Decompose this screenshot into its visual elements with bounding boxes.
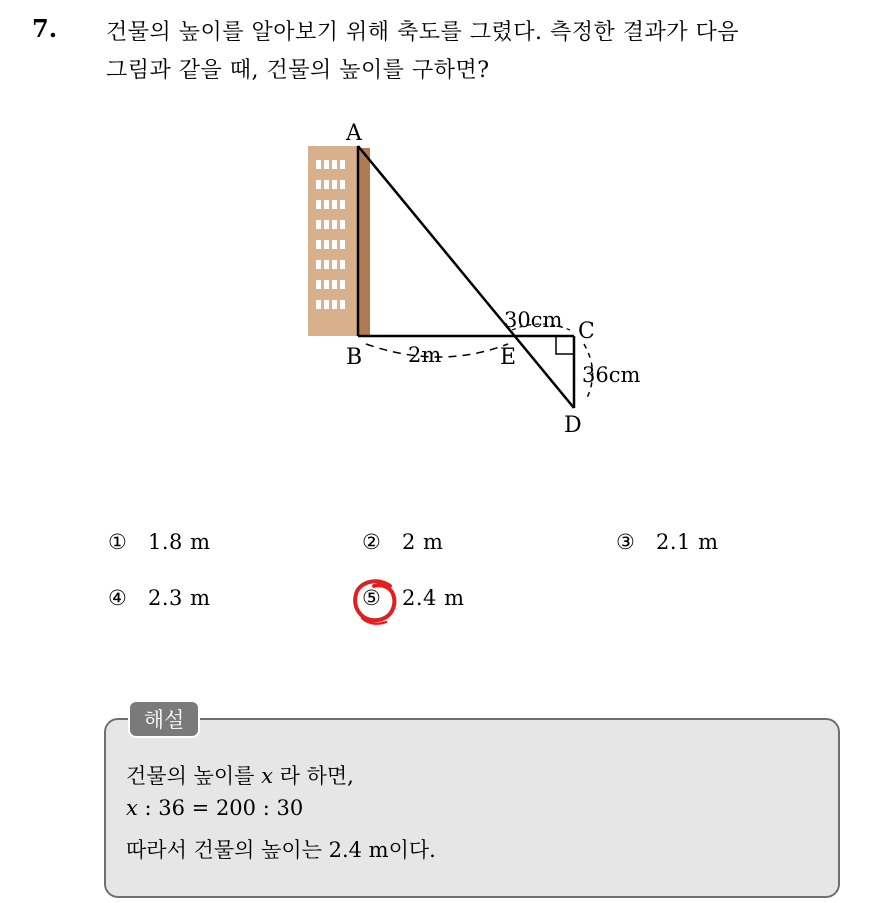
choice-1-value: 1.8 m (148, 530, 211, 554)
solution-line-1-post: 라 하면, (279, 764, 354, 788)
label-e: E (500, 345, 517, 370)
label-c: C (578, 319, 595, 344)
label-cd-length: 36cm (582, 363, 641, 387)
question-line-2: 그림과 같을 때, 건물의 높이를 구하면? (106, 58, 490, 83)
choice-2-value: 2 m (402, 530, 444, 554)
choice-5-number: ⑤ (362, 586, 381, 610)
choice-4-number: ④ (108, 586, 127, 610)
choice-3[interactable] (616, 530, 719, 554)
label-b: B (346, 345, 363, 370)
solution-line-2-rest: : 36 = 200 : 30 (144, 796, 304, 820)
choice-4-value: 2.3 m (148, 586, 211, 610)
choice-5-value: 2.4 m (402, 586, 465, 610)
solution-line-1-pre: 건물의 높이를 (126, 764, 255, 788)
solution-line-2-var: x (126, 796, 138, 820)
label-ec-length: 30cm (504, 308, 563, 332)
solution-line-1 (126, 760, 354, 790)
building-edge (358, 148, 370, 336)
choice-3-number: ③ (616, 530, 635, 554)
question-number: 7. (32, 14, 58, 43)
answer-circle-mark (350, 578, 402, 626)
choice-2-number: ② (362, 530, 381, 554)
choice-1-number: ① (108, 530, 127, 554)
right-angle-mark (556, 336, 574, 354)
choice-3-value: 2.1 m (656, 530, 719, 554)
solution-tab: 해설 (128, 700, 200, 738)
solution-line-3: 따라서 건물의 높이는 2.4 m이다. (126, 838, 436, 862)
solution-line-1-var: x (261, 764, 273, 788)
choice-1[interactable] (108, 530, 211, 554)
choice-4[interactable] (108, 586, 211, 610)
question-line-1: 건물의 높이를 알아보기 위해 축도를 그렸다. 측정한 결과가 다음 (106, 20, 739, 45)
label-a: A (346, 121, 362, 146)
label-d: D (564, 413, 582, 438)
segment-ad (358, 146, 574, 408)
solution-line-2 (126, 796, 303, 820)
choice-2[interactable] (362, 530, 443, 554)
label-be-length: 2m (408, 343, 442, 367)
